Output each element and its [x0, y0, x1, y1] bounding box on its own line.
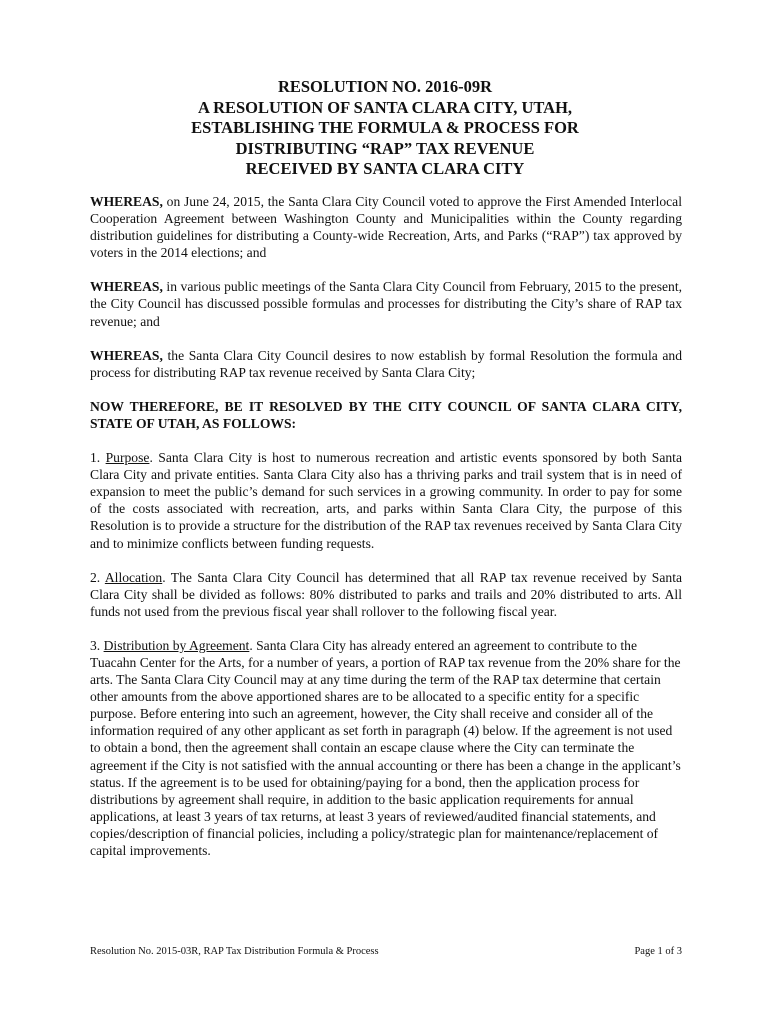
document-body	[90, 193, 682, 874]
footer-document-reference: Resolution No. 2015-03R, RAP Tax Distribution Formula & Process	[90, 946, 379, 957]
resolved-clause: NOW THEREFORE, BE IT RESOLVED BY THE CITY COUNCIL OF SANTA CLARA CITY, STATE OF UTAH, AS FOLLOWS:	[90, 398, 682, 431]
whereas-lead: WHEREAS,	[90, 347, 163, 363]
whereas-paragraph-1	[90, 193, 682, 261]
title-line-5: RECEIVED BY SANTA CLARA CITY	[245, 159, 525, 178]
section-distribution-by-agreement	[90, 637, 682, 859]
title-line-4: DISTRIBUTING “RAP” TAX REVENUE	[235, 138, 535, 158]
whereas-lead: WHEREAS,	[90, 279, 163, 295]
page-number: Page 1 of 3	[634, 946, 682, 957]
section-heading: Allocation	[104, 569, 163, 585]
whereas-text: the Santa Clara City Council desires to now establish by formal Resolution the formula and process for distributing RAP tax revenue received by Santa Clara City;	[90, 347, 682, 380]
resolution-number: RESOLUTION NO. 2016-09R	[277, 77, 493, 96]
title-line-2: A RESOLUTION OF SANTA CLARA CITY, UTAH,	[197, 97, 573, 117]
section-allocation	[90, 569, 682, 620]
section-text: . Santa Clara City is host to numerous recreation and artistic events sponsored by both Santa Clara City and private entities. Santa Clara City also has a thriving parks and trail system that is in need of expansion to meet the public’s demand for such services in a growing community. In order to pay for some of the costs associated with recreation, arts, and parks within Santa Clara City, the purpose of this Resolution is to provide a structure for the distribution of the RAP tax revenues received by Santa Clara City and to minimize conflicts between funding requests.	[90, 450, 682, 551]
section-purpose	[90, 449, 682, 552]
section-heading: Purpose	[105, 450, 150, 466]
whereas-lead: WHEREAS,	[90, 194, 163, 209]
whereas-text: in various public meetings of the Santa Clara City Council from February, 2015 to the present, the City Council has discussed possible formulas and processes for distributing the City’s share of RAP tax revenue; and	[90, 279, 682, 329]
title-line-3: ESTABLISHING THE FORMULA & PROCESS FOR	[191, 118, 579, 137]
section-text: . The Santa Clara City Council has determined that all RAP tax revenue received by Santa Clara City shall be divided as follows: 80% distributed to parks and trails and 20% distributed to arts. All funds not used from the previous fiscal year shall rollover to the following fiscal year.	[90, 569, 683, 619]
section-number: 3.	[90, 637, 104, 653]
section-number: 1.	[90, 450, 106, 466]
whereas-text: on June 24, 2015, the Santa Clara City Council voted to approve the First Amended Interlocal Cooperation Agreement between Washington County and Municipalities within the County regarding distribution guidelines for distributing a County-wide Recreation, Arts, and Parks (“RAP”) tax approved by voters in the 2014 elections; and	[90, 194, 682, 261]
whereas-paragraph-2	[90, 278, 682, 329]
document-title	[60, 77, 710, 180]
section-heading: Distribution by Agreement	[103, 637, 250, 653]
whereas-paragraph-3	[90, 347, 682, 381]
section-text: . Santa Clara City has already entered an agreement to contribute to the Tuacahn Center for the Arts, for a number of years, a portion of RAP tax revenue from the 20% share for the arts. The Santa Clara City Council may at any time during the term of the RAP tax determine that certain other amounts from the above apportioned shares are to be allocated to a specific entity for a specific purpose. Before entering into such an agreement, however, the City shall receive and consider all of the information required of any other applicant as set forth in paragraph (4) below. If the agreement is not used to obtain a bond, then the agreement shall contain an escape clause where the City can terminate the agreement if the City is not satisfied with the annual accounting or there has been a change in the applicant’s status. If the agreement is to be used for obtaining/paying for a bond, then the application process for distributions by agreement shall require, in addition to the basic application requirements for annual applications, at least 3 years of tax returns, at least 3 years of reviewed/audited financial statements, and copies/description of financial policies, including a policy/strategic plan for maintenance/replacement of capital improvements.	[90, 637, 681, 858]
section-number: 2.	[90, 569, 105, 585]
